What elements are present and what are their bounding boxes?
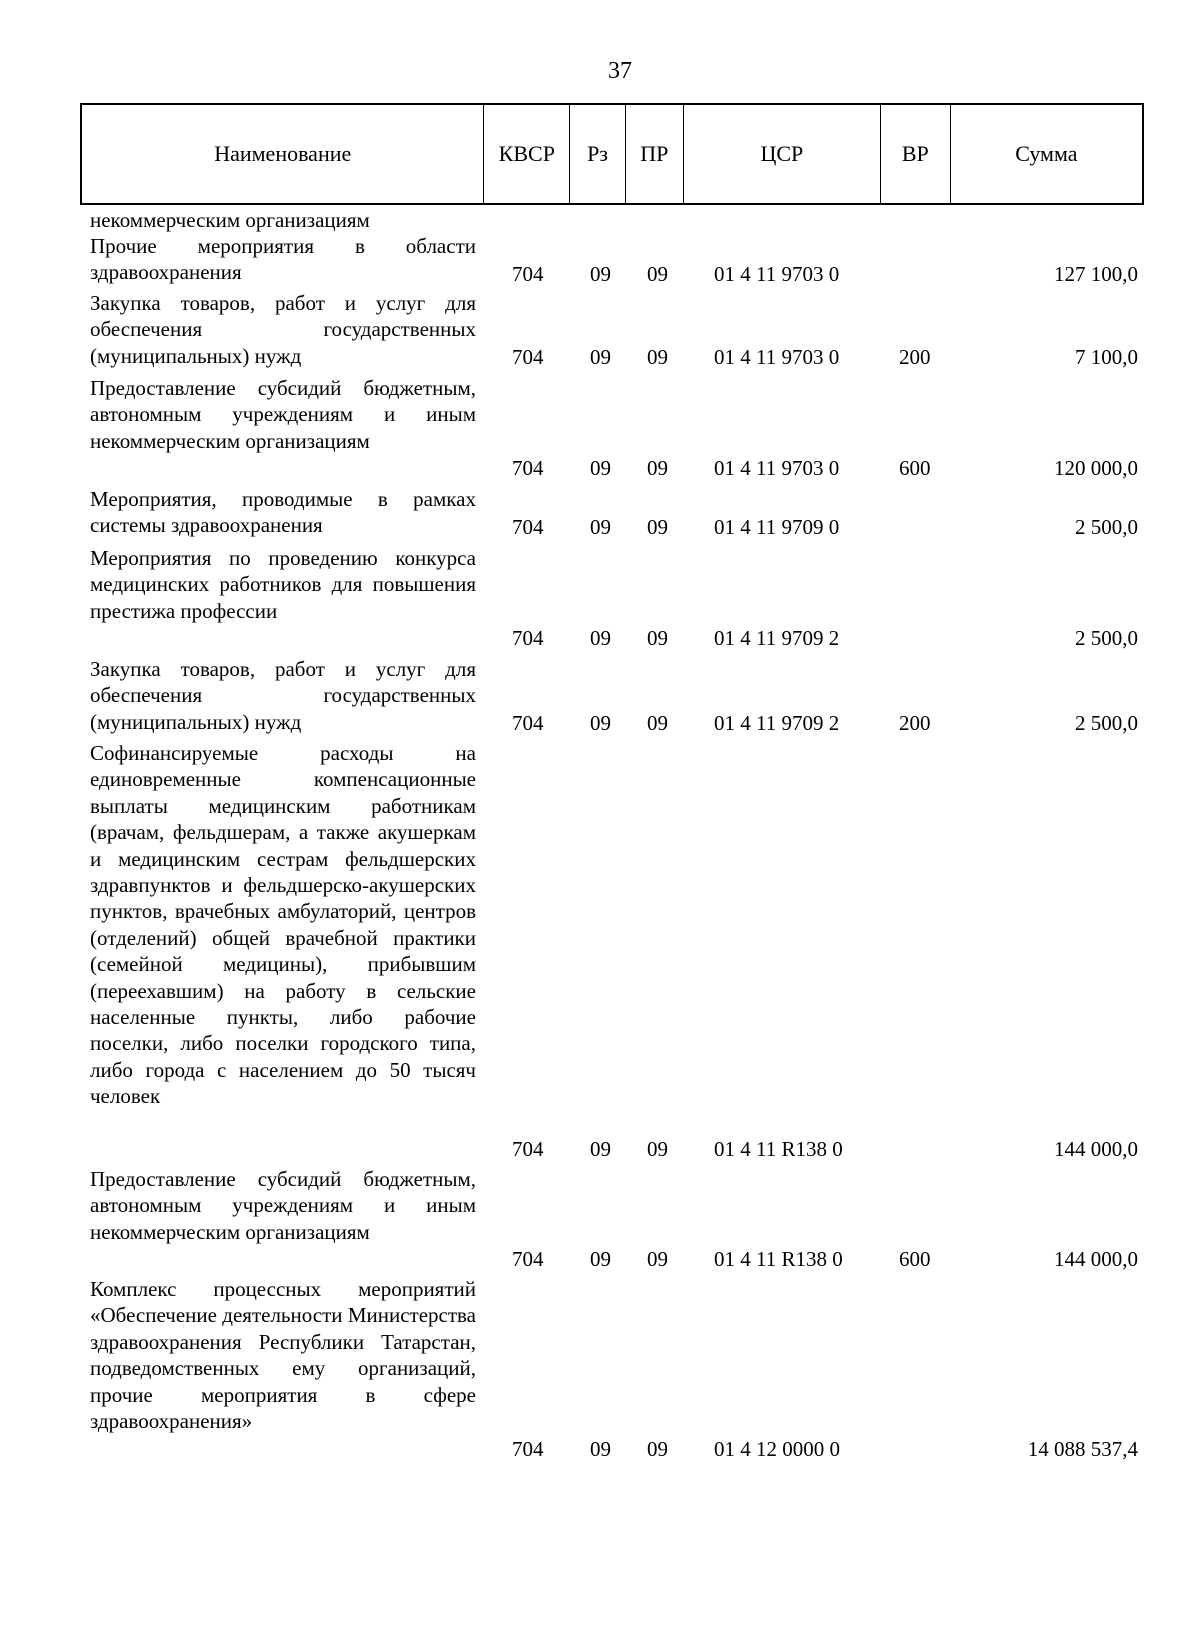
row-rz: 09	[590, 344, 611, 369]
row-rz: 09	[590, 1436, 611, 1461]
row-pr: 09	[647, 261, 668, 286]
row-name: Комплекс процессных мероприятий «Обеспечение деятельности Министерства здравоохранения Республики Татарстан, подведомственных ему организаций, прочие мероприятия в сфере здравоохранения»	[90, 1277, 476, 1434]
row-name: Мероприятия, проводимые в рамках системы здравоохранения	[90, 487, 476, 538]
row-kvsr: 704	[512, 261, 544, 286]
row-csr: 01 4 11 9703 0	[714, 344, 840, 369]
row-kvsr: 704	[512, 514, 544, 539]
table-row	[0, 1166, 1200, 1272]
row-sum: 14 088 537,4	[1027, 1436, 1138, 1461]
row-pr: 09	[647, 1136, 668, 1161]
row-pr: 09	[647, 1436, 668, 1461]
row-pr: 09	[647, 710, 668, 735]
row-kvsr: 704	[512, 455, 544, 480]
column-header-sum: Сумма	[1015, 141, 1078, 166]
row-sum: 7 100,0	[1075, 344, 1138, 369]
row-csr: 01 4 11 9709 0	[714, 514, 840, 539]
column-header-kvsr: КВСР	[484, 105, 570, 203]
row-csr: 01 4 11 9709 2	[714, 625, 840, 650]
row-pr: 09	[647, 514, 668, 539]
column-header-name: Наименование	[82, 105, 484, 203]
row-name: Закупка товаров, работ и услуг для обеспечения государственных (муниципальных) нужд	[90, 657, 476, 734]
row-name: Предоставление субсидий бюджетным, автономным учреждениям и иным некоммерческим организациям	[90, 376, 476, 453]
column-header-vr: ВР	[881, 105, 951, 203]
row-csr: 01 4 11 9703 0	[714, 261, 840, 286]
row-sum: 144 000,0	[1054, 1136, 1138, 1161]
row-name: Мероприятия по проведению конкурса медицинских работников для повышения престижа профессии	[90, 546, 476, 623]
row-csr: 01 4 11 R138 0	[714, 1246, 843, 1271]
row-rz: 09	[590, 710, 611, 735]
row-csr: 01 4 11 9703 0	[714, 455, 840, 480]
row-rz: 09	[590, 1246, 611, 1271]
row-vr: 200	[899, 344, 931, 369]
row-kvsr: 704	[512, 344, 544, 369]
table-row	[0, 486, 1200, 540]
page-number: 37	[608, 58, 632, 84]
table-header	[80, 103, 1144, 205]
row-vr: 600	[899, 1246, 931, 1271]
row-pr: 09	[647, 455, 668, 480]
row-csr: 01 4 12 0000 0	[714, 1436, 840, 1461]
row-rz: 09	[590, 625, 611, 650]
row-kvsr: 704	[512, 1136, 544, 1161]
row-vr: 200	[899, 710, 931, 735]
table-row	[0, 545, 1200, 651]
row-pr: 09	[647, 1246, 668, 1271]
row-kvsr: 704	[512, 710, 544, 735]
column-header-rz: Рз	[570, 105, 626, 203]
row-kvsr: 704	[512, 1436, 544, 1461]
row-sum: 127 100,0	[1054, 261, 1138, 286]
row-sum: 120 000,0	[1054, 455, 1138, 480]
row-pr: 09	[647, 344, 668, 369]
row-csr: 01 4 11 9709 2	[714, 710, 840, 735]
table-row	[0, 656, 1200, 736]
row-rz: 09	[590, 514, 611, 539]
row-name: Предоставление субсидий бюджетным, автономным учреждениям и иным некоммерческим организациям	[90, 1167, 476, 1244]
row-kvsr: 704	[512, 1246, 544, 1271]
row-name: Закупка товаров, работ и услуг для обеспечения государственных (муниципальных) нужд	[90, 291, 476, 368]
table-row	[0, 740, 1200, 1162]
row-kvsr: 704	[512, 625, 544, 650]
row-sum: 2 500,0	[1075, 514, 1138, 539]
row-name: Прочие мероприятия в области здравоохранения	[90, 234, 476, 285]
table-row	[0, 1276, 1200, 1462]
row-rz: 09	[590, 1136, 611, 1161]
row-rz: 09	[590, 261, 611, 286]
continuation-text: некоммерческим организациям	[90, 208, 370, 232]
row-csr: 01 4 11 R138 0	[714, 1136, 843, 1161]
row-rz: 09	[590, 455, 611, 480]
row-vr: 600	[899, 455, 931, 480]
column-header-pr: ПР	[626, 105, 684, 203]
row-sum: 2 500,0	[1075, 625, 1138, 650]
column-header-csr: ЦСР	[684, 105, 881, 203]
row-name: Софинансируемые расходы на единовременные компенсационные выплаты медицинским работникам (врачам, фельдшерам, а также акушеркам и медицинским сестрам фельдшерских здравпунктов и фельдшерско-акушерских пунктов, врачебных амбулаторий, центров (отделений) общей врачебной практики (семейной медицины), прибывшим (переехавшим) на работу в сельские населенные пункты, либо рабочие поселки, либо поселки городского типа, либо города с населением до 50 тысяч человек	[90, 741, 476, 1109]
table-row	[0, 233, 1200, 287]
row-pr: 09	[647, 625, 668, 650]
row-sum: 144 000,0	[1054, 1246, 1138, 1271]
table-row	[0, 290, 1200, 370]
row-sum: 2 500,0	[1075, 710, 1138, 735]
table-row	[0, 375, 1200, 481]
